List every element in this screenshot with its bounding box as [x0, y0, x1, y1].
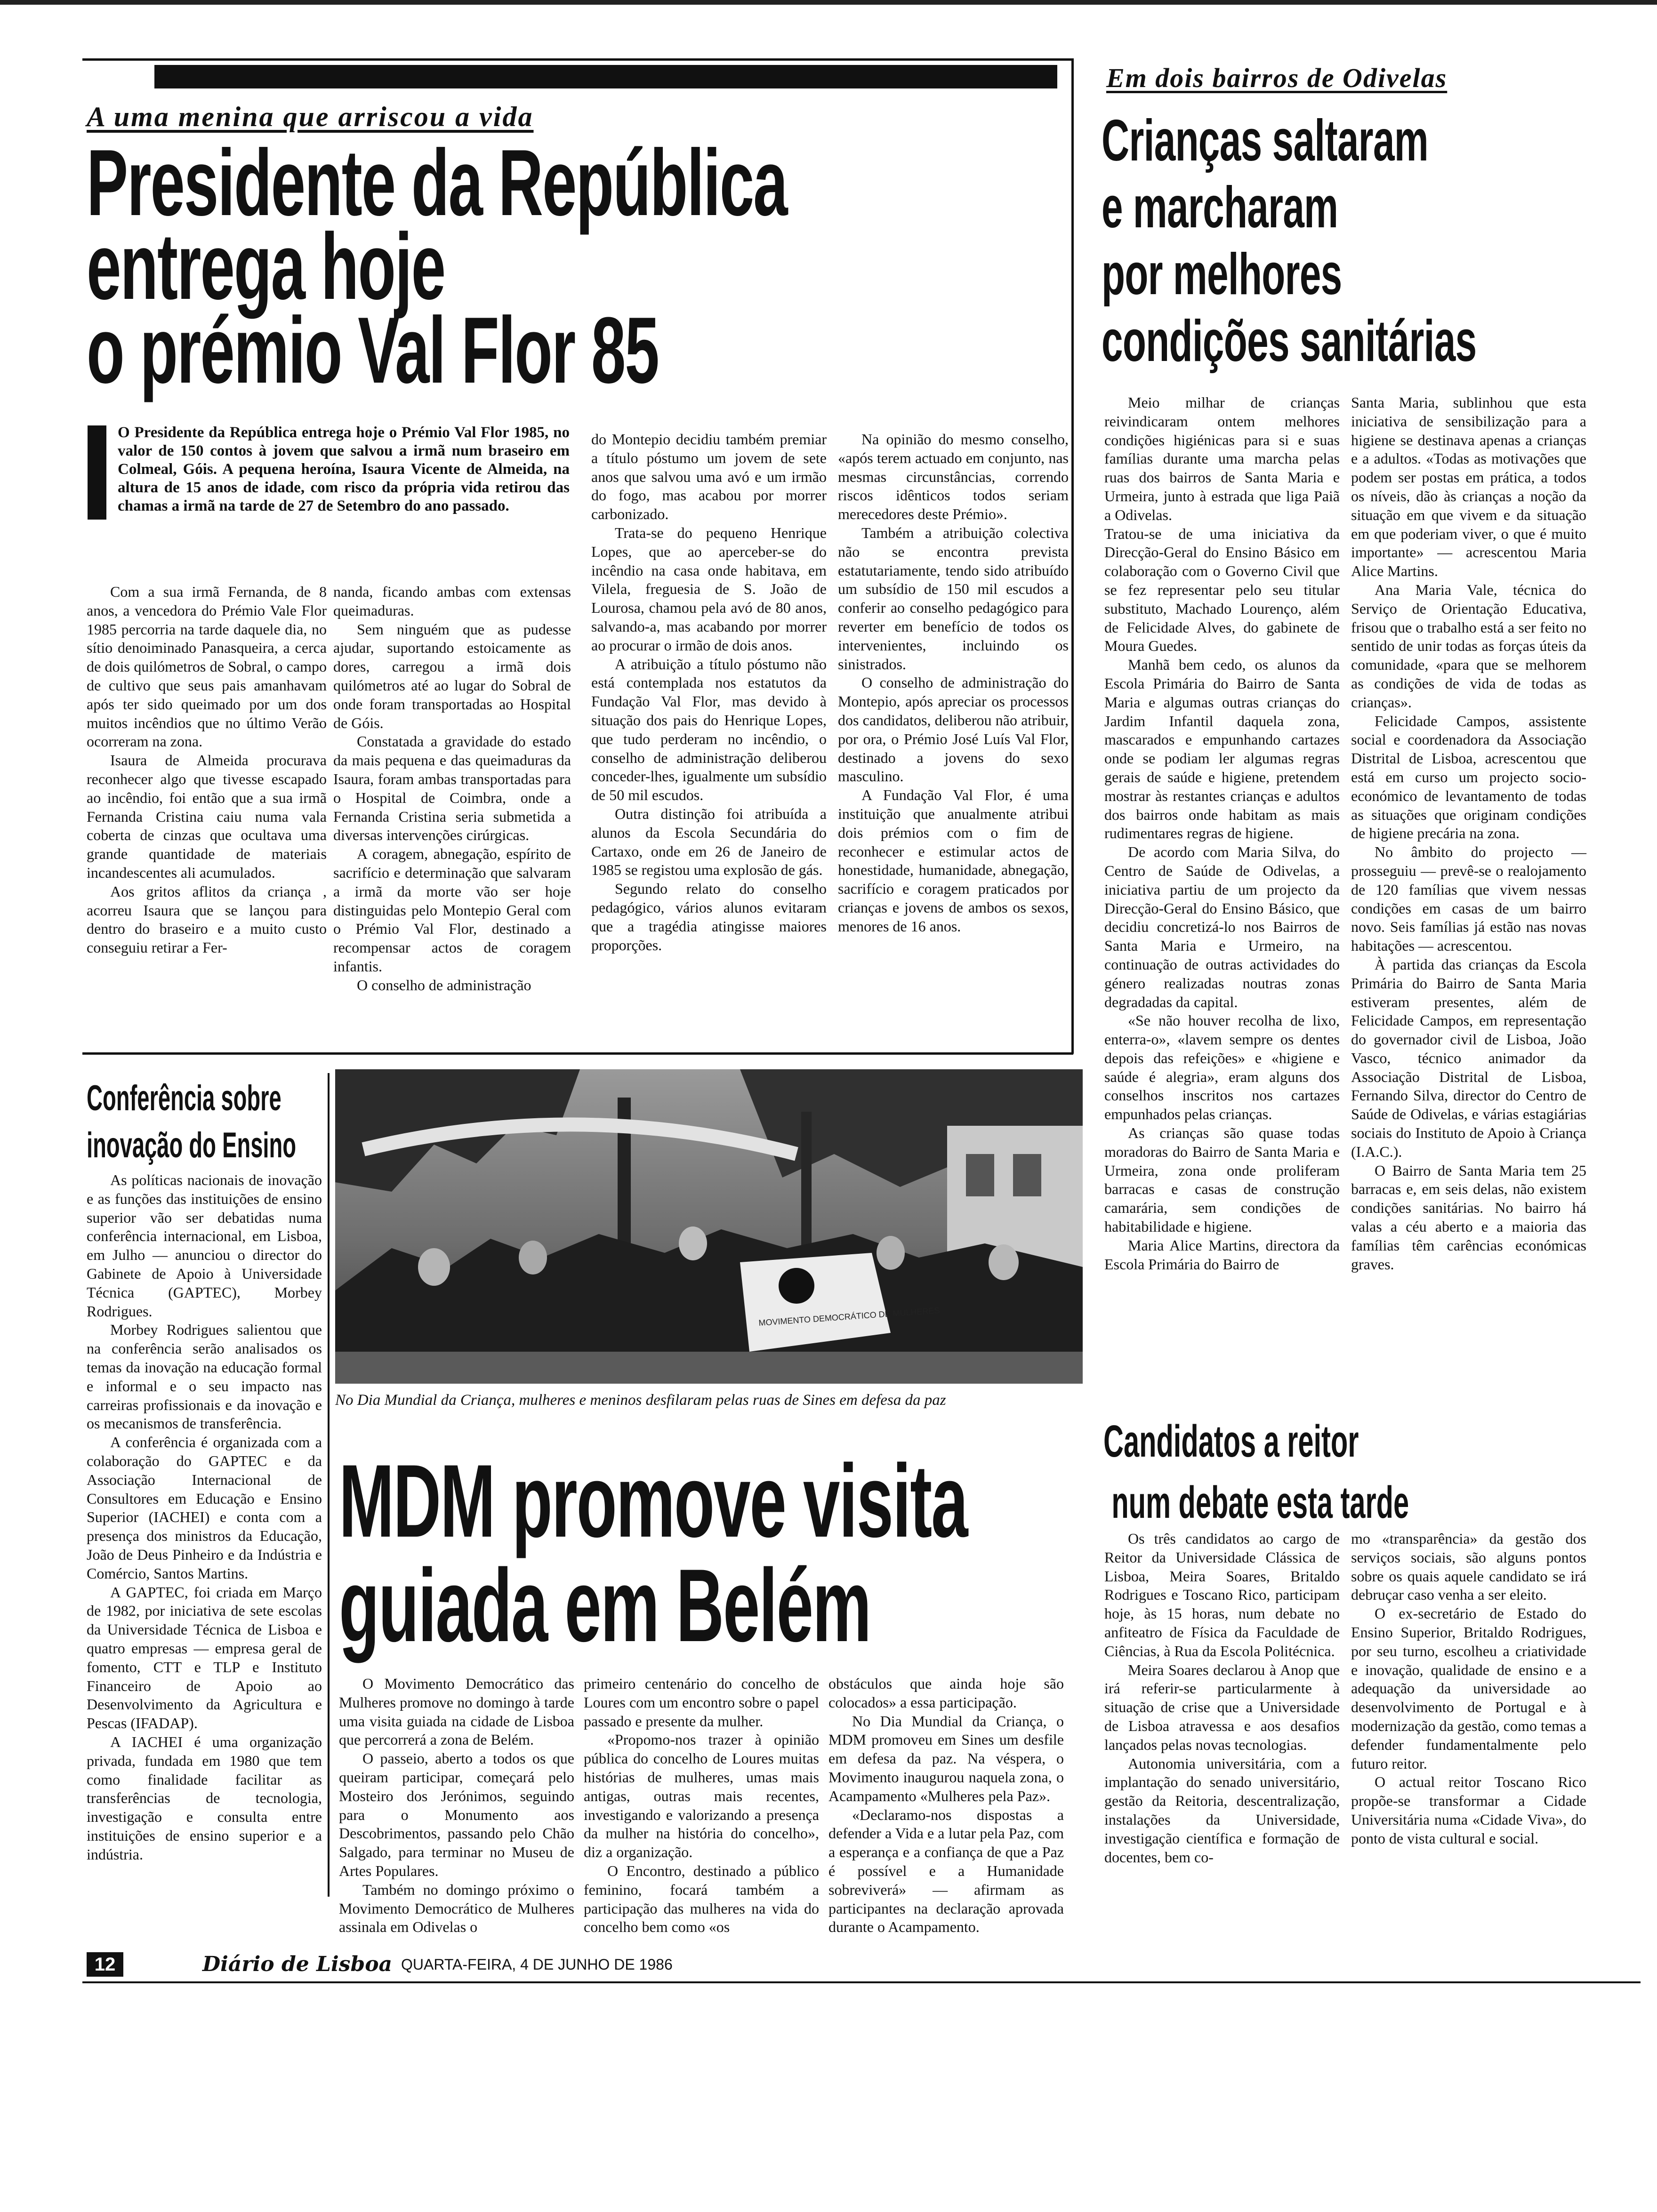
valflor-headline-line-1: Presidente da República	[87, 130, 787, 235]
photo-caption: No Dia Mundial da Criança, mulheres e meninos desfilaram pelas ruas de Sines em defesa da paz	[335, 1392, 946, 1409]
valflor-headline	[87, 130, 1148, 403]
valflor-top-bar	[154, 65, 1057, 88]
reitor-headline-line-1: Candidatos a reitor	[1103, 1416, 1359, 1467]
banner-text: MOVIMENTO DEMOCRÁTICO DE MULHERES	[758, 1306, 941, 1328]
bottom-rule	[82, 1981, 1641, 1983]
paragraph: No Dia Mundial da Criança, o MDM promoveu em Sines um desfile em defesa da paz. Na véspera, o Movimento inaugurou naquela zona, o Acampamento «Mulheres pela Paz».	[828, 1712, 1064, 1804]
valflor-col-3	[591, 430, 827, 954]
paragraph: Manhã bem cedo, os alunos da Escola Primária do Bairro de Santa Maria e algumas outras crianças do Jardim Infantil daquela zona, mascarados e empunhando cartazes onde se podiam ler algumas regras gerais de saúde e higiene, pretendem mostrar às restantes crianças e adultos dos bairros onde habitam as mais rudimentares regras de higiene.	[1104, 656, 1340, 842]
reitor-headline-line-2: num debate esta tarde	[1111, 1477, 1409, 1528]
odivelas-headline-line-2: e marcharam	[1102, 175, 1338, 240]
valflor-col-1	[87, 583, 327, 957]
valflor-dropcap-bar	[88, 425, 106, 520]
mdm-col-3	[828, 1675, 1064, 1937]
paragraph: do Montepio decidiu também premiar a título póstumo um jovem de sete anos que salvou uma avó e um irmão do fogo, mas acabou por morrer carbonizado.	[591, 431, 827, 523]
paragraph: A GAPTEC, foi criada em Março de 1982, por iniciativa de sete escolas da Universidade Técnica de Lisboa e quatro empresas — empresa geral de fomento, CTT e TLP e Instituto Financeiro de Apoio ao Desenvolvimento da Agricultura e Pescas (IFADAP).	[87, 1583, 322, 1732]
paragraph: Com a sua irmã Fernanda, de 8 anos, a vencedora do Prémio Vale Flor 1985 percorria na tarde daquele dia, no sítio denoiminado Panasqueira, a cerca de dois quilómetros de Sobral, o campo de cultivo que seus pais amanhavam após ter sido queimado por um dos muitos incêndios que no último Verão ocorreram na zona.	[87, 583, 327, 750]
reitor-col-2	[1351, 1530, 1586, 1848]
odivelas-headline	[1102, 107, 1657, 375]
paragraph: obstáculos que ainda hoje são colocados» a essa participação.	[828, 1675, 1064, 1711]
page-number: 12	[87, 1952, 123, 1977]
paragraph: primeiro centenário do concelho de Loures com um encontro sobre o papel passado e presente da mulher.	[584, 1675, 819, 1730]
valflor-frame-bottom	[82, 1052, 1073, 1055]
paragraph: mo «transparência» da gestão dos serviços sociais, são alguns pontos sobre os quais aquele candidato se irá debruçar caso venha a ser eleito.	[1351, 1530, 1586, 1603]
paragraph: Morbey Rodrigues salientou que na conferência serão analisados os temas da inovação na educação formal e informal e o seu impacto nas carreiras profissionais e da inovação e os mecanismos de transferência.	[87, 1321, 322, 1432]
paragraph: O actual reitor Toscano Rico propõe-se transformar a Cidade Universitária numa «Cidade Viva», do ponto de vista cultural e social.	[1351, 1773, 1586, 1847]
paragraph: Os três candidatos ao cargo de Reitor da Universidade Clássica de Lisboa, Meira Soares, Britaldo Rodrigues e Toscano Rico, participam hoje, às 15 horas, num debate no anfiteatro de Física da Faculdade de Ciências, à Rua da Escola Politécnica.	[1104, 1530, 1340, 1659]
odivelas-headline-line-4: condições sanitárias	[1102, 309, 1477, 374]
paragraph: «Declaramo-nos dispostas a defender a Vida e a lutar pela Paz, com a esperança e a confiança de que a Paz é possível e a Humanidade sobreviverá» — afirmam as participantes na declaração aprovada durante o Acampamento.	[828, 1806, 1064, 1936]
valflor-col-4	[838, 430, 1069, 936]
paragraph: Meio milhar de crianças reivindicaram ontem melhores condições higiénicas para si e suas famílias durante uma marcha pelas ruas dos bairros de Santa Maria e Urmeira, junto à estrada que liga Paiã a Odivelas.	[1104, 394, 1340, 523]
paragraph: Outra distinção foi atribuída a alunos da Escola Secundária do Cartaxo, onde em 26 de Janeiro de 1985 se registou uma explosão de gás.	[591, 805, 827, 879]
paragraph: Sem ninguém que as pudesse ajudar, suportando estoicamente as dores, carregou a irmã dois quilómetros até ao lugar do Sobral de onde foram transportadas ao Hospital de Góis.	[333, 620, 571, 731]
masthead-logo: Diário de Lisboa	[202, 1952, 393, 1976]
page-top-rule	[0, 0, 1657, 5]
paragraph: Maria Alice Martins, directora da Escola Primária do Bairro de	[1104, 1236, 1340, 1273]
reitor-headline	[1103, 1411, 1409, 1533]
reitor-col-1	[1104, 1530, 1340, 1867]
paragraph: nanda, ficando ambas com extensas queimaduras.	[333, 583, 571, 619]
paragraph: Isaura de Almeida procurava reconhecer algo que tivesse escapado ao incêndio, foi então que a sua irmã Fernanda Cristina caiu numa vala coberta de cinzas que ocultava uma grande quantidade de materiais incandescentes ali acumulados.	[87, 752, 327, 881]
paragraph: As políticas nacionais de inovação e as funções das instituições de ensino superior vão ser debatidas numa conferência internacional, em Lisboa, em Julho — anunciou o director do Gabinete de Apoio à Universidade Técnica (GAPTEC), Morbey Rodrigues.	[87, 1171, 322, 1320]
paragraph: Felicidade Campos, assistente social e coordenadora da Associação Distrital de Lisboa, acrescentou que está em curso um projecto socio-económico de levantamento de todas as situações que originam condições de higiene precária na zona.	[1351, 712, 1586, 842]
valflor-headline-line-2: entrega hoje	[87, 214, 445, 319]
march-photo	[335, 1069, 1083, 1384]
paragraph: O conselho de administração do Montepio, após apreciar os processos dos candidatos, deliberou não atribuir, por ora, o Prémio José Luís Val Flor, destinado a jovens do sexo masculino.	[838, 674, 1069, 785]
valflor-col-2	[333, 583, 571, 995]
odivelas-kicker: Em dois bairros de Odivelas	[1106, 63, 1448, 93]
valflor-headline-line-3: o prémio Val Flor 85	[87, 298, 659, 403]
paragraph: «Se não houver recolha de lixo, enterra-o», «lavem sempre os dentes depois das refeições» e «higiene e saúde é alegria», eram alguns dos conselhos inscritos nos cartazes empunhados pelas crianças.	[1104, 1012, 1340, 1123]
odivelas-col-1	[1104, 393, 1340, 1274]
paragraph: «Propomo-nos trazer à opinião pública do concelho de Loures muitas histórias de mulheres, umas mais antigas, outras mais recentes, investigando e valorizando a presença da mulher na história do concelho», diz a organização.	[584, 1731, 819, 1861]
odivelas-headline-line-1: Crianças saltaram	[1102, 108, 1428, 173]
valflor-frame-top	[82, 58, 1073, 61]
paragraph: O conselho de administração	[357, 976, 531, 994]
paragraph: A coragem, abnegação, espírito de sacrifício e determinação que salvaram a irmã da morte vão ser hoje distinguidas pelo Montepio Geral com o Prémio Val Flor, destinado a recompensar actos de coragem infantis.	[333, 845, 571, 975]
valflor-kicker: A uma menina que arriscou a vida	[87, 101, 534, 132]
conferencia-headline	[87, 1075, 296, 1169]
paragraph: Tratou-se de uma iniciativa da Direcção-Geral do Ensino Básico em colaboração com o Governo Civil que se fez representar pelo seu titular substituto, Machado Lourenço, além de Felicidade Alves, do gabinete de Moura Guedes.	[1104, 525, 1340, 655]
conferencia-headline-line-1: Conferência sobre	[87, 1078, 282, 1118]
paragraph: Também no domingo próximo o Movimento Democrático de Mulheres assinala em Odivelas o	[339, 1881, 574, 1936]
paragraph: A IACHEI é uma organização privada, fundada em 1980 que tem como finalidade facilitar as transferências de tecnologia, investigação e consulta entre instituições de ensino superior e a indústria.	[87, 1733, 322, 1863]
paragraph: O Movimento Democrático das Mulheres promove no domingo à tarde uma visita guiada na cidade de Lisboa que percorrerá a zona de Belém.	[339, 1675, 574, 1748]
paragraph: O Encontro, destinado a público feminino, focará também a participação das mulheres na vida do concelho bem como «os	[584, 1862, 819, 1936]
paragraph: Ana Maria Vale, técnica do Serviço de Orientação Educativa, frisou que o trabalho está a ser feito no sentido de unir todas as forças úteis da comunidade, «para que se melhorem as condições de vida de todas as crianças».	[1351, 581, 1586, 711]
mdm-col-1	[339, 1675, 574, 1937]
paragraph: De acordo com Maria Silva, do Centro de Saúde de Odivelas, a iniciativa partiu de um projecto da Direcção-Geral do Ensino Básico, que decidiu concretizá-lo nos Bairros de Santa Maria e Urmeiro, na continuação de outras actividades do género realizadas noutras zonas degradadas da capital.	[1104, 843, 1340, 1010]
paragraph: A atribuição a título póstumo não está contemplada nos estatutos da Fundação Val Flor, mas devido à situação dos pais do Henrique Lopes, que tudo perderam no incêndio, o conselho de administração deliberou conceder-lhes, igualmente um subsídio de 50 mil escudos.	[591, 655, 827, 804]
odivelas-col-2	[1351, 393, 1586, 1274]
mdm-col-2	[584, 1675, 819, 1937]
column-divider-left	[328, 1073, 330, 1897]
paragraph: A conferência é organizada com a colaboração do GAPTEC e da Associação Internacional de Consultores em Educação e Ensino Superior (IACHEI) e conta com a presença dos ministros da Educação, João de Deus Pinheiro e da Indústria e Comércio, Santos Martins.	[87, 1434, 322, 1582]
conferencia-headline-line-2: inovação do Ensino	[87, 1125, 297, 1165]
paragraph: Segundo relato do conselho pedagógico, vários alunos evitaram que a tragédia atingisse maiores proporções.	[591, 880, 827, 954]
odivelas-headline-line-3: por melhores	[1102, 242, 1342, 307]
paragraph: As crianças são quase todas moradoras do Bairro de Santa Maria e Urmeira, zona onde proliferam barracas e casas de construção camarária, sem condições de habitabilidade e higiene.	[1104, 1124, 1340, 1235]
paragraph: Na opinião do mesmo conselho, «após terem actuado em conjunto, nas mesmas circunstâncias, correndo riscos idênticos todos seriam merecedores deste Prémio».	[838, 431, 1069, 523]
paragraph: Também a atribuição colectiva não se encontra prevista estatutariamente, tendo sido atribuído um subsídio de 150 mil escudos a conferir ao conselho pedagógico para reverter em benefício de todos os intervenientes, incluindo os sinistrados.	[838, 524, 1069, 673]
valflor-lead: O Presidente da República entrega hoje o Prémio Val Flor 1985, no valor de 150 contos à jovem que salvou a irmã num braseiro em Colmeal, Góis. A pequena heroína, Isaura Vicente de Almeida, na altura de 15 anos de idade, com risco da própria vida retirou das chamas a irmã na tarde de 27 de Setembro do ano passado.	[118, 424, 570, 514]
mdm-headline-line-1: MDM promove visita	[339, 1443, 967, 1559]
march-photo-image	[335, 1069, 1083, 1384]
paragraph: O Bairro de Santa Maria tem 25 barracas e, em seis delas, não existem condições sanitárias. No bairro há valas a céu aberto e a maioria das famílias têm carências económicas graves.	[1351, 1162, 1586, 1273]
paragraph: Trata-se do pequeno Henrique Lopes, que ao aperceber-se do incêndio na casa onde habitava, em Vilela, freguesia de S. João de Lourosa, chamou pela avó de 80 anos, salvando-a, mas acabando por morrer ao procurar o irmão de dois anos.	[591, 524, 827, 654]
paragraph: Aos gritos aflitos da criança , acorreu Isaura que se lançou para dentro do braseiro e a muito custo conseguiu retirar a Fer-	[87, 882, 327, 956]
paragraph: No âmbito do projecto — prosseguiu — prevê-se o realojamento de 120 famílias que vivem nessas condições em casas de um bairro novo. Seis famílias já estão nas novas habitações — acrescentou.	[1351, 843, 1586, 954]
conferencia-body	[87, 1171, 322, 1864]
paragraph: O passeio, aberto a todos os que queiram participar, começará pelo Mosteiro dos Jerónimos, seguindo para o Monumento aos Descobrimentos, passando pelo Chão Salgado, para terminar no Museu de Artes Populares.	[339, 1750, 574, 1879]
paragraph: O ex-secretário de Estado do Ensino Superior, Britaldo Rodrigues, por seu turno, escolheu a criatividade e inovação, qualidade de ensino e a adequação da universidade ao desenvolvimento de Portugal e à modernização da gestão, como temas a defender fundamentalmente pelo futuro reitor.	[1351, 1605, 1586, 1772]
paragraph: Autonomia universitária, com a implantação do senado universitário, gestão da Reitoria, descentralização, instalações da Universidade, investigação científica e formação de docentes, bem co-	[1104, 1755, 1340, 1866]
mdm-headline-line-2: guiada em Belém	[339, 1547, 871, 1663]
paragraph: Constatada a gravidade do estado da mais pequena e das queimaduras da Isaura, foram ambas transportadas para o Hospital de Coimbra, onde a Fernanda Cristina seria submetida a diversas intervenções cirúrgicas.	[333, 733, 571, 844]
paragraph: A Fundação Val Flor, é uma instituição que anualmente atribui dois prémios com o fim de reconhecer e estimular actos de honestidade, humanidade, abnegação, sacrifício e coragem praticados por crianças e jovens de ambos os sexos, menores de 16 anos.	[838, 786, 1069, 935]
issue-date: QUARTA-FEIRA, 4 DE JUNHO DE 1986	[401, 1956, 673, 1973]
paragraph: À partida das crianças da Escola Primária do Bairro de Santa Maria estiveram presentes, além de Felicidade Campos, em representação do governador civil de Lisboa, João Vasco, técnico animador da Associação Distrital de Lisboa, Fernando Silva, director do Centro de Saúde de Odivelas, e várias estagiárias sociais do Instituto de Apoio à Criança (I.A.C.).	[1351, 955, 1586, 1160]
paragraph: Santa Maria, sublinhou que esta iniciativa de sensibilização para a higiene se destinava apenas a crianças e a adultos. «Todas as motivações que podem ser postas em prática, a todos os níveis, dão às crianças a noção da situação em que vivem e da situação em que poderiam viver, o que é muito importante» — acrescentou Maria Alice Martins.	[1351, 394, 1586, 580]
paragraph: Meira Soares declarou à Anop que irá referir-se particularmente à situação de crise que a Universidade de Lisboa atravessa e aos desafios lançados pelas novas tecnologias.	[1104, 1661, 1340, 1753]
